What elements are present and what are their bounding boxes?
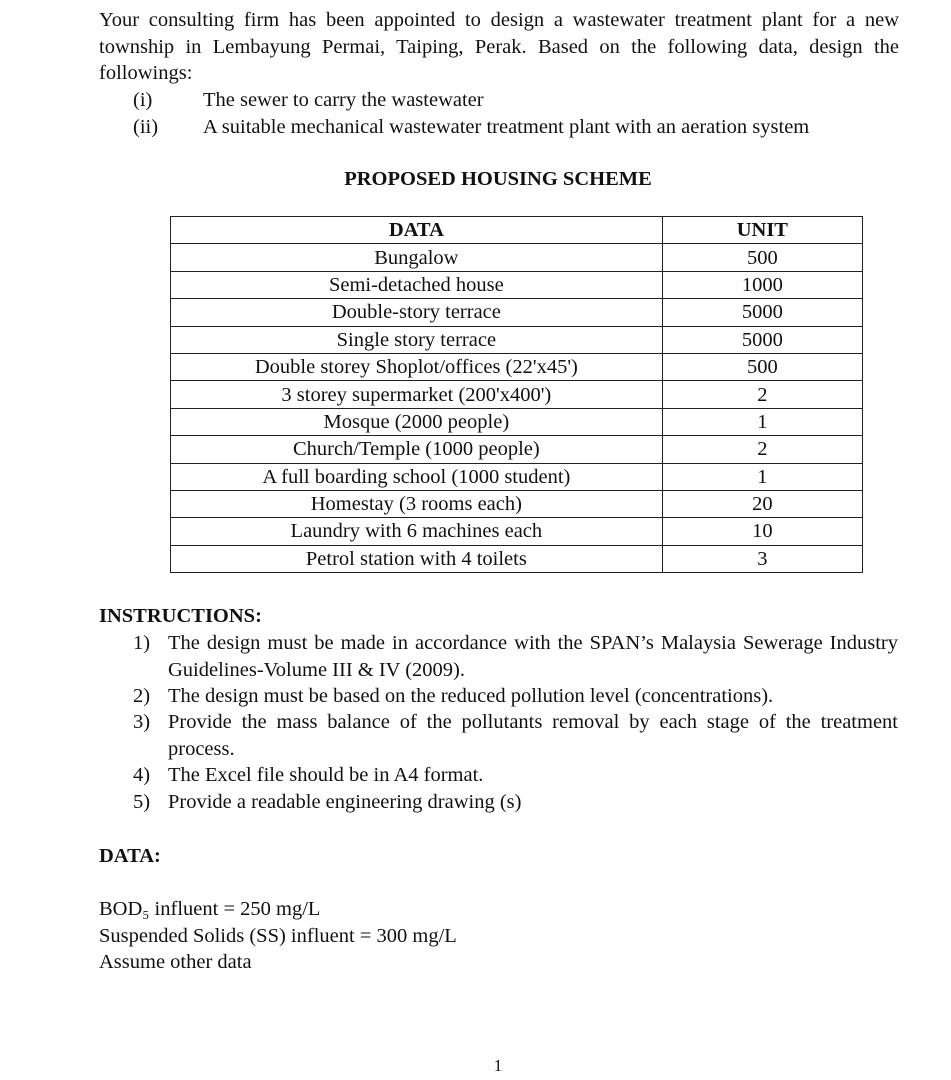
bod-influent-line: BOD₅ influent = 250 mg/L [99, 898, 321, 920]
requirement-number: (ii) [133, 116, 159, 138]
ss-influent-line: Suspended Solids (SS) influent = 300 mg/L [99, 924, 457, 947]
housing-scheme-table [170, 216, 863, 573]
data-cell: Church/Temple (1000 people) [171, 436, 663, 463]
unit-cell: 3 [662, 545, 862, 572]
data-cell: Petrol station with 4 toilets [171, 545, 663, 572]
table-row [171, 381, 863, 408]
unit-cell: 2 [662, 381, 862, 408]
unit-cell: 1 [662, 463, 862, 490]
unit-cell: 1000 [662, 271, 862, 298]
instruction-item [99, 709, 899, 762]
instruction-number: 2) [133, 685, 151, 707]
unit-cell: 5000 [662, 299, 862, 326]
scheme-title: PROPOSED HOUSING SCHEME [344, 168, 652, 190]
table-row [171, 436, 863, 463]
instruction-text: The Excel file should be in A4 format. [168, 764, 484, 786]
table-row [171, 408, 863, 435]
data-cell: Single story terrace [171, 326, 663, 353]
table-row [171, 490, 863, 517]
instruction-text: Provide the mass balance of the pollutants removal by each stage of the treatment process. [168, 711, 898, 760]
data-cell: Mosque (2000 people) [171, 408, 663, 435]
requirement-item [99, 87, 899, 114]
column-header-unit: UNIT [662, 217, 862, 244]
unit-cell: 2 [662, 436, 862, 463]
table-row [171, 326, 863, 353]
data-cell: Semi-detached house [171, 271, 663, 298]
requirement-number: (i) [133, 89, 153, 111]
data-cell: Laundry with 6 machines each [171, 518, 663, 545]
unit-cell: 500 [662, 244, 862, 271]
table-header-row [171, 217, 863, 244]
table-row [171, 463, 863, 490]
table-row [171, 271, 863, 298]
table-row [171, 545, 863, 572]
instruction-item [99, 789, 899, 816]
data-cell: Double-story terrace [171, 299, 663, 326]
data-cell: 3 storey supermarket (200'x400') [171, 381, 663, 408]
data-cell: Bungalow [171, 244, 663, 271]
unit-cell: 20 [662, 490, 862, 517]
table-row [171, 518, 863, 545]
data-cell: A full boarding school (1000 student) [171, 463, 663, 490]
instruction-number: 4) [133, 764, 151, 786]
instruction-text: The design must be based on the reduced pollution level (concentrations). [168, 685, 774, 707]
instructions-heading: INSTRUCTIONS: [99, 605, 262, 627]
unit-cell: 5000 [662, 326, 862, 353]
table-row [171, 353, 863, 380]
table-row [171, 244, 863, 271]
instruction-text: Provide a readable engineering drawing (s) [168, 791, 522, 813]
instruction-number: 3) [133, 711, 151, 733]
column-header-data: DATA [171, 217, 663, 244]
instruction-number: 1) [133, 632, 151, 654]
data-cell: Double storey Shoplot/offices (22'x45') [171, 353, 663, 380]
data-lines [99, 896, 457, 976]
requirement-item [99, 114, 899, 141]
data-heading: DATA: [99, 845, 161, 867]
intro-paragraph: Your consulting firm has been appointed to design a wastewater treatment plant for a new township in Lembayung Permai, Taiping, Perak. Based on the following data, design the followings: [99, 9, 899, 84]
instruction-text: The design must be made in accordance with the SPAN’s Malaysia Sewerage Industry Guidelines-Volume III & IV (2009). [168, 632, 898, 681]
unit-cell: 10 [662, 518, 862, 545]
data-cell: Homestay (3 rooms each) [171, 490, 663, 517]
instruction-item [99, 762, 899, 789]
instruction-number: 5) [133, 791, 151, 813]
requirement-text: A suitable mechanical wastewater treatment plant with an aeration system [203, 116, 810, 138]
assumption-line: Assume other data [99, 951, 252, 973]
requirement-text: The sewer to carry the wastewater [203, 89, 484, 111]
page-number: 1 [493, 1056, 503, 1075]
unit-cell: 500 [662, 353, 862, 380]
instruction-item [99, 683, 899, 710]
table-row [171, 299, 863, 326]
instruction-item [99, 630, 899, 683]
unit-cell: 1 [662, 408, 862, 435]
